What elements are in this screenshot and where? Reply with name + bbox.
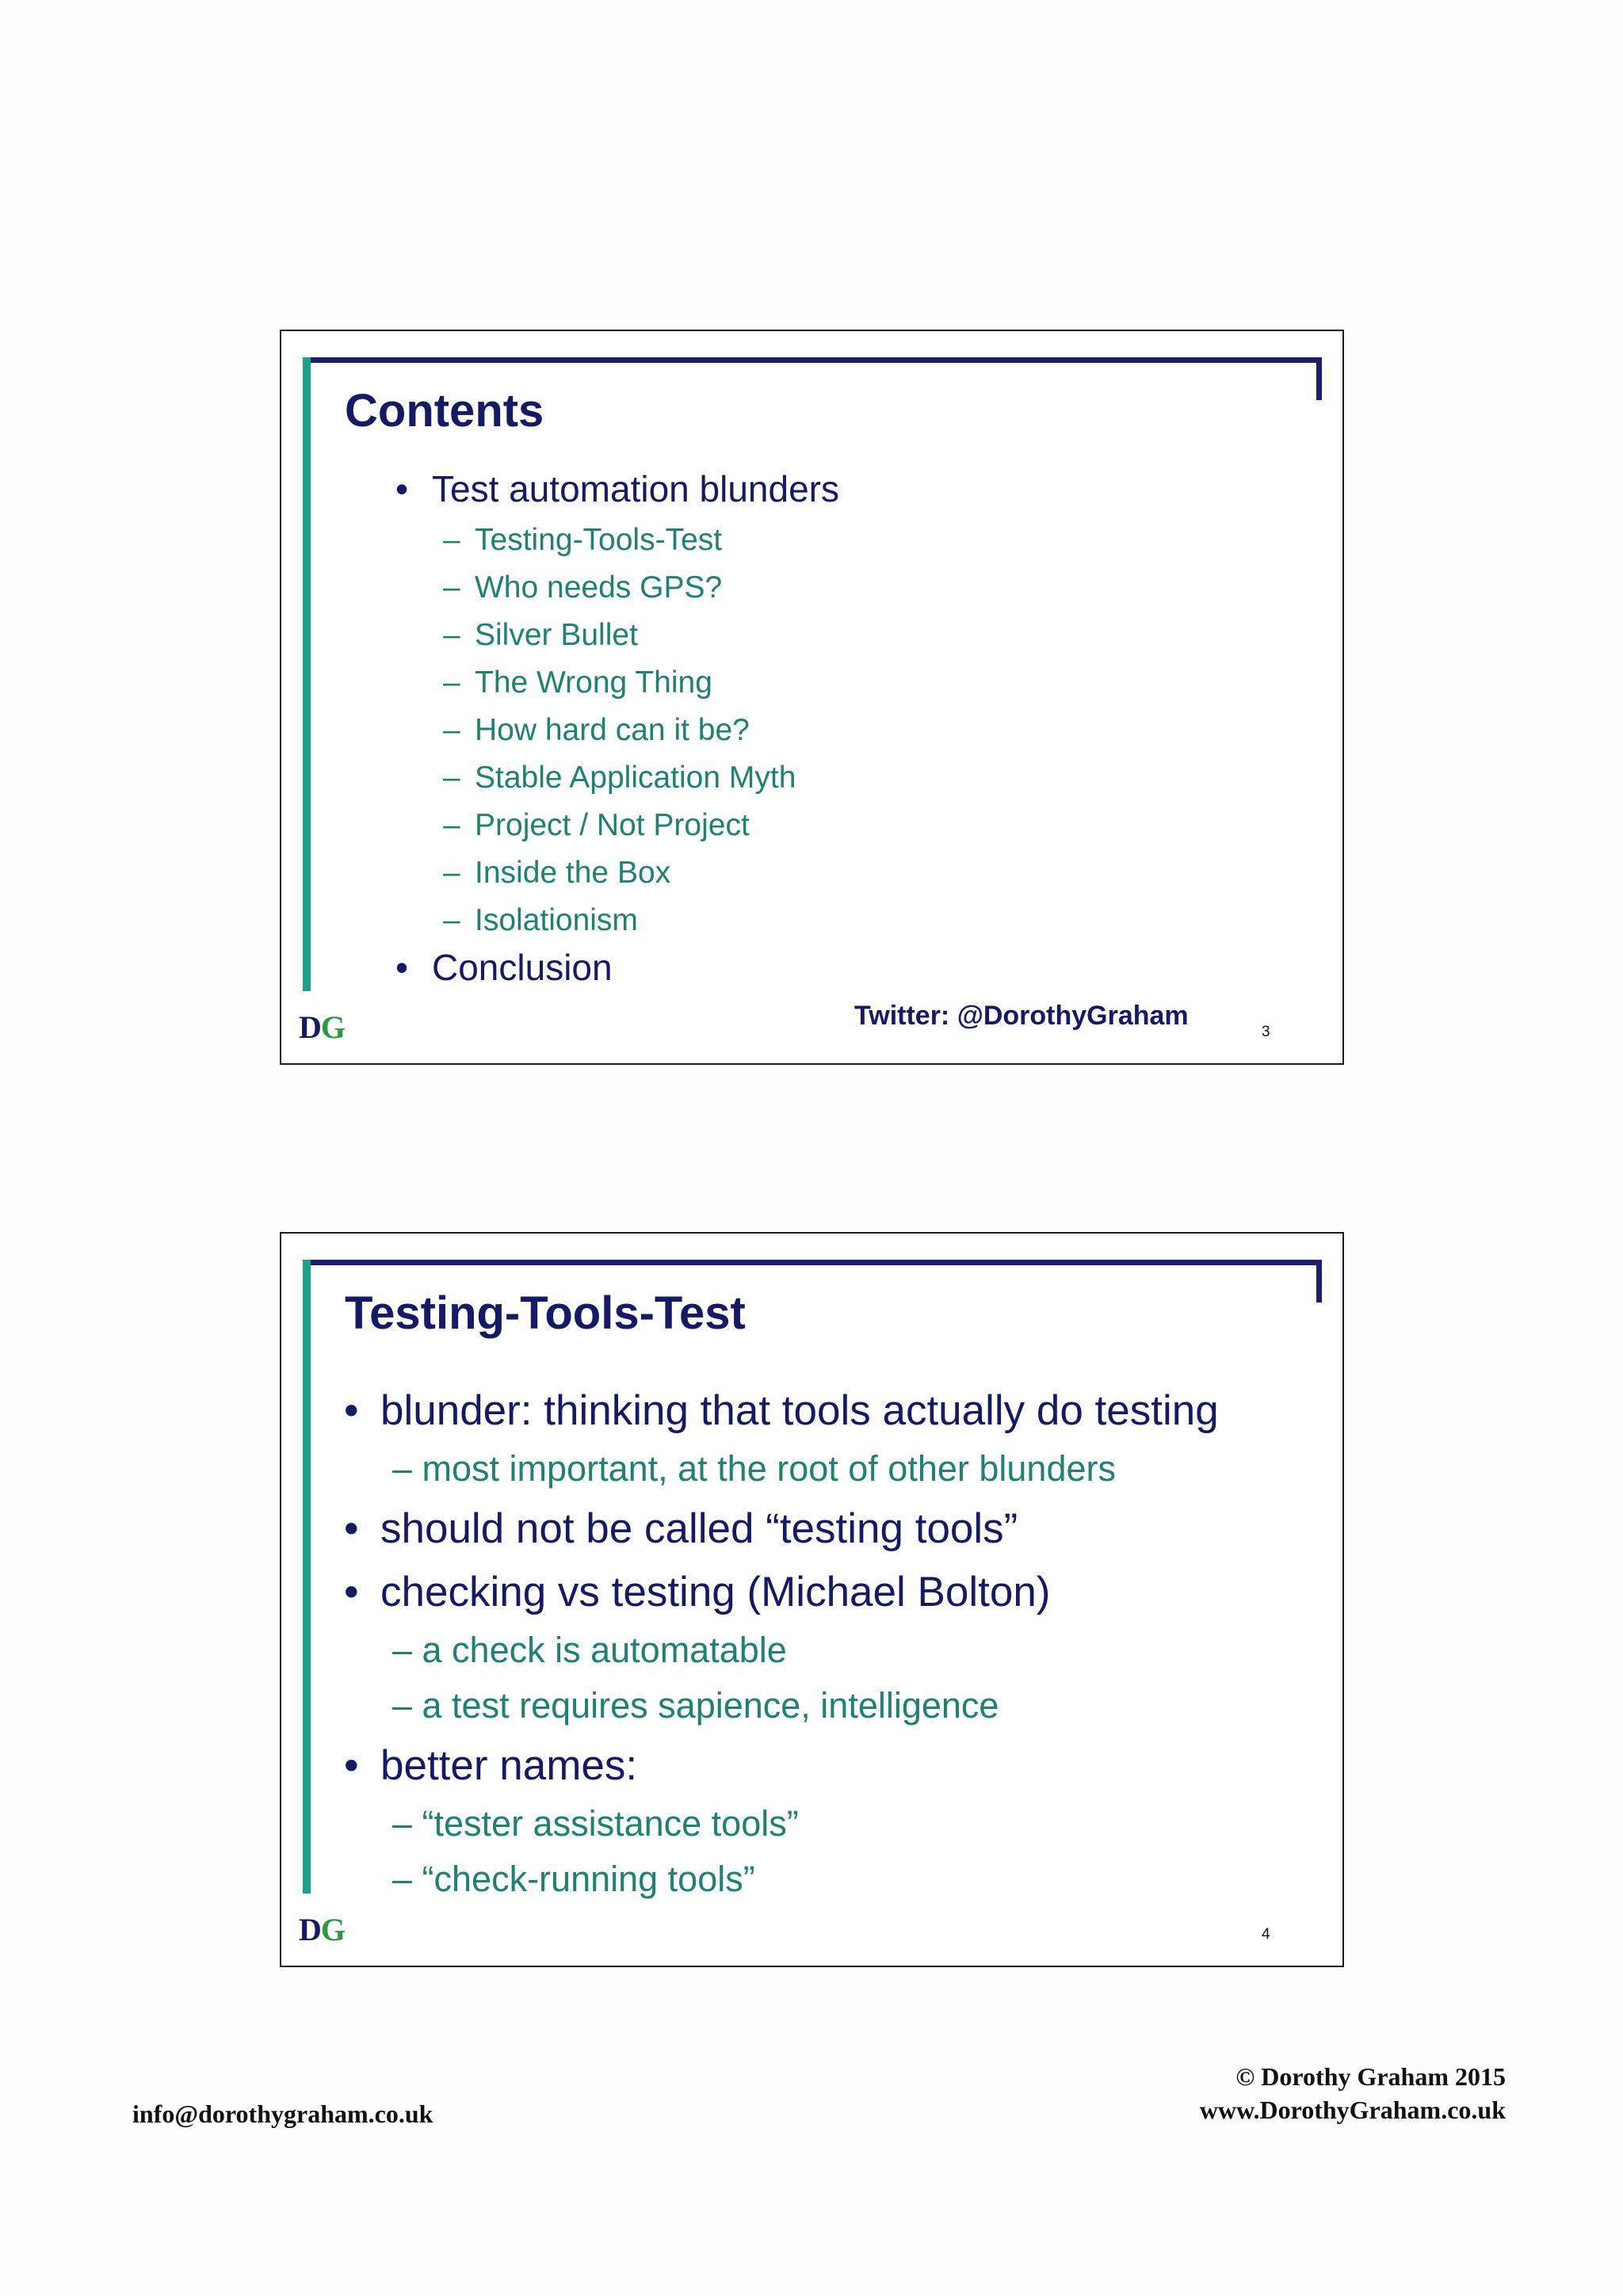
sub-bullet-item: – Testing-Tools-Test xyxy=(443,523,723,557)
bullet-item: • checking vs testing (Michael Bolton) xyxy=(344,1569,1051,1615)
sub-bullet-item: – Who needs GPS? xyxy=(443,570,723,605)
sub-bullet-item: – Inside the Box xyxy=(443,856,671,890)
footer-website: www.DorothyGraham.co.uk xyxy=(1199,2096,1506,2124)
bullet-item: • blunder: thinking that tools actually do testing xyxy=(344,1387,1219,1434)
sub-bullet-item: – Stable Application Myth xyxy=(443,761,796,795)
sub-bullet-item: – “check-running tools” xyxy=(392,1859,755,1899)
accent-bar-end xyxy=(1316,357,1322,400)
slide-number: 3 xyxy=(1262,1024,1270,1040)
vertical-accent-bar xyxy=(303,1260,311,1894)
dg-logo: DG xyxy=(299,1912,346,1947)
slide-title: Contents xyxy=(345,385,544,437)
footer-email: info@dorothygraham.co.uk xyxy=(132,2100,433,2128)
sub-bullet-item: – a test requires sapience, intelligence xyxy=(392,1685,999,1726)
accent-bar-end xyxy=(1316,1260,1322,1302)
sub-bullet-item: – Silver Bullet xyxy=(443,618,638,652)
slide-title: Testing-Tools-Test xyxy=(345,1287,746,1339)
sub-bullet-item: – “tester assistance tools” xyxy=(392,1803,799,1844)
bullet-item: • should not be called “testing tools” xyxy=(344,1505,1018,1552)
slide-contents xyxy=(280,330,1344,1065)
dg-logo: DG xyxy=(299,1009,346,1045)
sub-bullet-item: – a check is automatable xyxy=(392,1630,787,1670)
horizontal-accent-bar xyxy=(311,1260,1322,1265)
vertical-accent-bar xyxy=(303,357,311,991)
slide-number: 4 xyxy=(1262,1926,1270,1943)
bullet-item: • better names: xyxy=(344,1742,638,1789)
sub-bullet-item: – Project / Not Project xyxy=(443,808,750,842)
twitter-handle: Twitter: @DorothyGraham xyxy=(854,1001,1189,1031)
bullet-item: • Test automation blunders xyxy=(395,468,839,509)
sub-bullet-item: – Isolationism xyxy=(443,903,638,937)
slide-testing-tools-test xyxy=(280,1232,1344,1967)
sub-bullet-item: – How hard can it be? xyxy=(443,713,750,747)
bullet-item: • Conclusion xyxy=(395,947,613,988)
horizontal-accent-bar xyxy=(311,357,1322,363)
footer-copyright: © Dorothy Graham 2015 xyxy=(1235,2062,1506,2091)
sub-bullet-item: – The Wrong Thing xyxy=(443,666,712,700)
sub-bullet-item: – most important, at the root of other blunders xyxy=(392,1448,1116,1489)
